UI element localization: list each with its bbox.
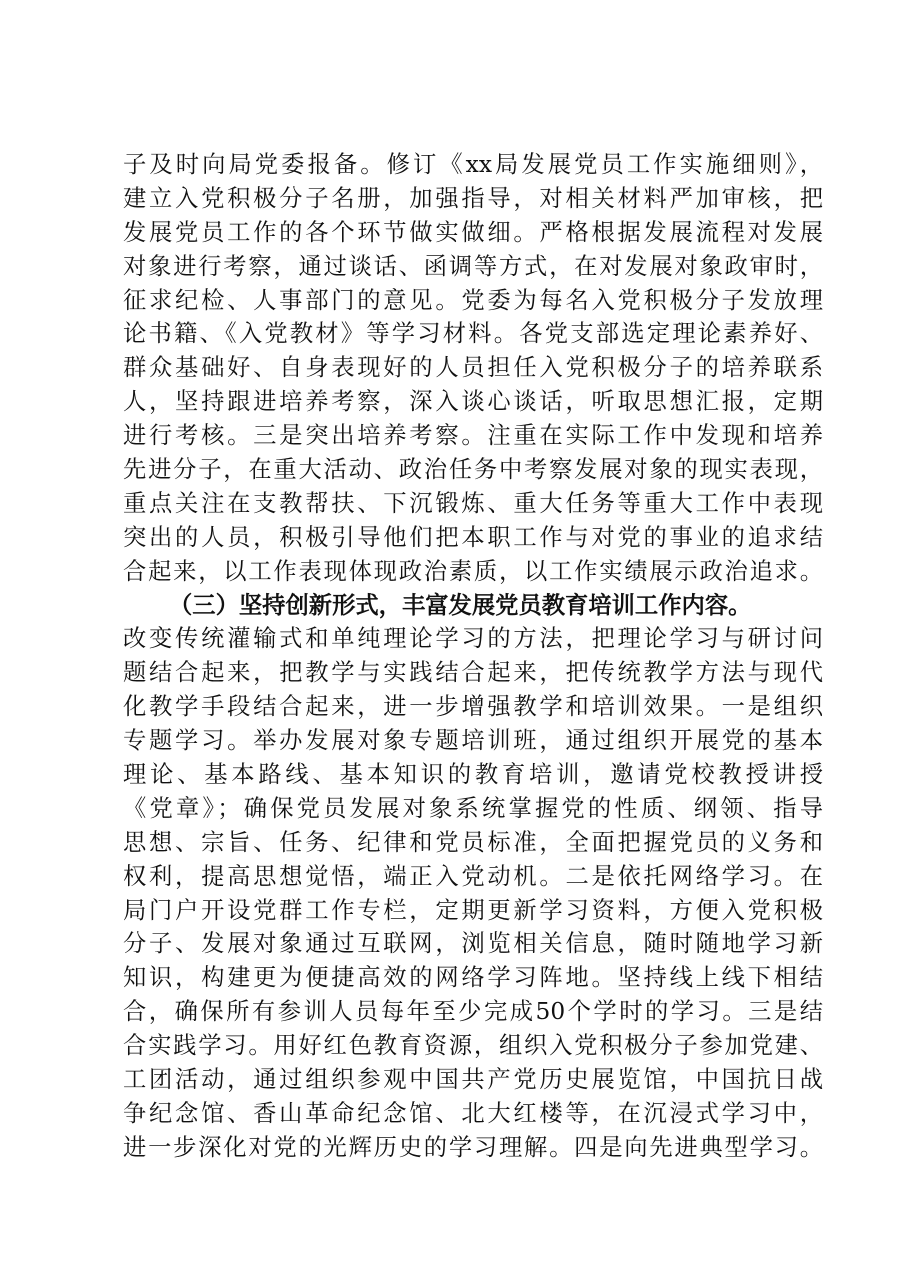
text-line: 征求纪检、人事部门的意见。党委为每名入党积极分子发放理 (123, 286, 823, 314)
text-line: 突出的人员，积极引导他们把本职工作与对党的事业的追求结 (123, 523, 823, 551)
text-line: 题结合起来，把教学与实践结合起来，把传统教学方法与现代 (123, 659, 823, 687)
text-line: 群众基础好、自身表现好的人员担任入党积极分子的培养联系 (123, 354, 823, 382)
text-line: 权利，提高思想觉悟，端正入党动机。二是依托网络学习。在 (123, 862, 823, 890)
text-line: 《党章》；确保党员发展对象系统掌握党的性质、纲领、指导 (123, 794, 823, 822)
text-line: 分子、发展对象通过互联网，浏览相关信息，随时随地学习新 (123, 930, 823, 958)
text-line: 人，坚持跟进培养考察，深入谈心谈话，听取思想汇报，定期 (123, 388, 823, 416)
text-line: 先进分子，在重大活动、政治任务中考察发展对象的现实表现， (123, 456, 823, 484)
text-line: 改变传统灌输式和单纯理论学习的方法，把理论学习与研讨问 (123, 625, 823, 653)
text-line: 对象进行考察，通过谈话、函调等方式，在对发展对象政审时， (123, 252, 823, 280)
text-line: 子及时向局党委报备。修订《xx局发展党员工作实施细则》， (123, 151, 823, 178)
text-line: 化教学手段结合起来，进一步增强教学和培训效果。一是组织 (123, 693, 823, 721)
body-text (123, 148, 823, 1165)
text-line: 重点关注在支教帮扶、下沉锻炼、重大任务等重大工作中表现 (123, 489, 823, 517)
text-line: 合起来，以工作表现体现政治素质，以工作实绩展示政治追求。 (123, 557, 823, 585)
text-line: 进行考核。三是突出培养考察。注重在实际工作中发现和培养 (123, 422, 823, 450)
text-line: 发展党员工作的各个环节做实做细。严格根据发展流程对发展 (123, 218, 823, 246)
section-heading: （三）坚持创新形式，丰富发展党员教育培训工作内容。 (169, 591, 752, 619)
text-line: 争纪念馆、香山革命纪念馆、北大红楼等，在沉浸式学习中， (123, 1099, 823, 1127)
text-line: 局门户开设党群工作专栏，定期更新学习资料，方便入党积极 (123, 896, 823, 924)
text-line: 论书籍、《入党教材》等学习材料。各党支部选定理论素养好、 (123, 320, 823, 348)
text-line: 工团活动，通过组织参观中国共产党历史展览馆，中国抗日战 (123, 1066, 823, 1094)
text-line: 理论、基本路线、基本知识的教育培训，邀请党校教授讲授 (123, 761, 823, 789)
text-line: 知识，构建更为便捷高效的网络学习阵地。坚持线上线下相结 (123, 964, 823, 992)
text-line: 建立入党积极分子名册，加强指导，对相关材料严加审核，把 (123, 184, 823, 212)
text-line: 合实践学习。用好红色教育资源，组织入党积极分子参加党建、 (123, 1032, 823, 1060)
text-line: 思想、宗旨、任务、纪律和党员标准，全面把握党员的义务和 (123, 828, 823, 856)
text-line: 合，确保所有参训人员每年至少完成50个学时的学习。三是结 (123, 998, 823, 1026)
text-line: 专题学习。举办发展对象专题培训班，通过组织开展党的基本 (123, 727, 823, 755)
text-line: 进一步深化对党的光辉历史的学习理解。四是向先进典型学习。 (123, 1133, 823, 1161)
